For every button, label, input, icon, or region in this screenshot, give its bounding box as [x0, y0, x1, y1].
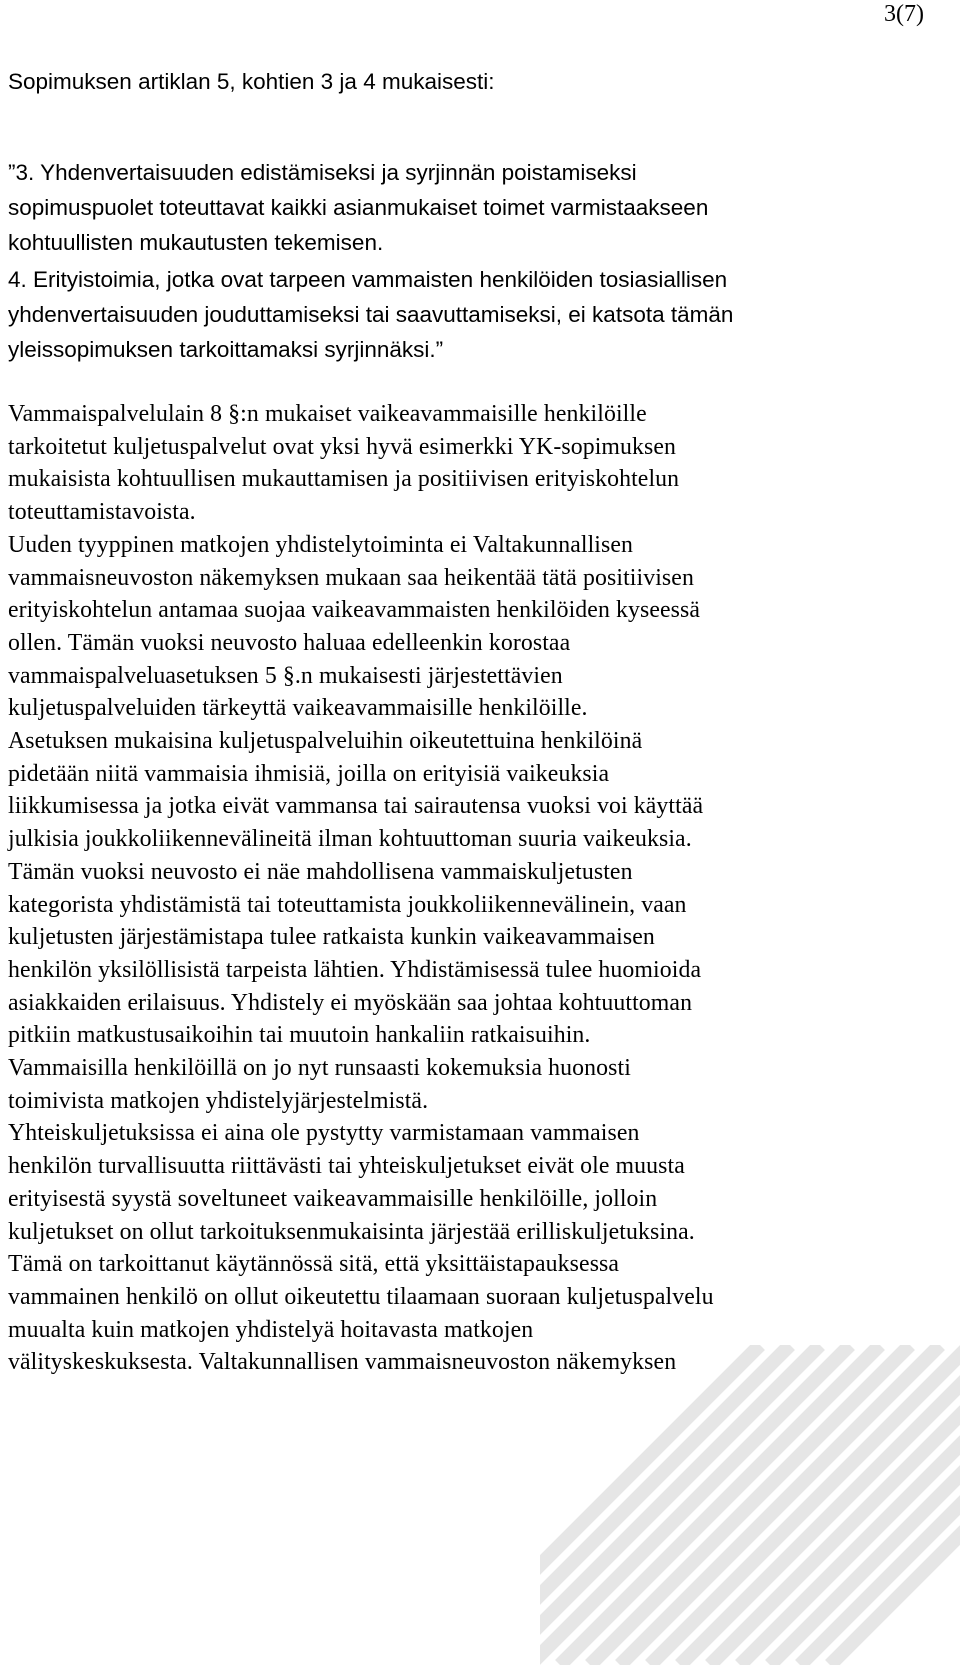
main-text-line: Vammaispalvelulain 8 §:n mukaiset vaikeavammaisille henkilöille — [8, 401, 647, 427]
main-text-line: vammaispalveluasetuksen 5 §.n mukaisesti järjestettävien — [8, 662, 563, 689]
main-text-line: julkisia joukkoliikennevälineitä ilman kohtuuttoman suuria vaikeuksia. — [8, 826, 692, 853]
main-text-line: kuljetusten järjestämistapa tulee ratkaista kunkin vaikeavammaisen — [8, 924, 655, 951]
main-text-line: henkilön yksilöllisistä tarpeista lähtien. Yhdistämisessä tulee huomioida — [8, 956, 702, 983]
main-text-line: kategorista yhdistämistä tai toteuttamista joukkoliikennevälinein, vaan — [8, 891, 687, 918]
main-text-line: pidetään niitä vammaisia ihmisiä, joilla on erityisiä vaikeuksia — [8, 760, 610, 787]
main-text — [8, 398, 908, 1379]
intro-line: Sopimuksen artiklan 5, kohtien 3 ja 4 mukaisesti: — [8, 69, 495, 94]
main-text-line: vammaisneuvoston näkemyksen mukaan saa heikentää tätä positiivisen — [8, 564, 694, 591]
main-text-line: henkilön turvallisuutta riittävästi tai yhteiskuljetukset eivät ole muusta — [8, 1153, 685, 1180]
main-text-line: Vammaisilla henkilöillä on jo nyt runsaasti kokemuksia huonosti — [8, 1055, 631, 1082]
main-text-line: muualta kuin matkojen yhdistelyä hoitavasta matkojen — [8, 1316, 534, 1343]
main-text-line: Tämän vuoksi neuvosto ei näe mahdollisena vammaiskuljetusten — [8, 858, 633, 885]
main-text-line: vammainen henkilö on ollut oikeutettu tilaamaan suoraan kuljetuspalvelu — [8, 1283, 714, 1310]
main-text-line: ollen. Tämän vuoksi neuvosto haluaa edelleenkin korostaa — [8, 629, 571, 656]
page-number: 3(7) — [884, 1, 924, 27]
main-text-line: kuljetuspalveluiden tärkeyttä vaikeavammaisille henkilöille. — [8, 695, 588, 722]
main-text-line: Tämä on tarkoittanut käytännössä sitä, että yksittäistapauksessa — [8, 1251, 620, 1278]
main-text-line: välityskeskuksesta. Valtakunnallisen vammaisneuvoston näkemyksen — [8, 1349, 677, 1376]
main-text-line: asiakkaiden erilaisuus. Yhdistely ei myöskään saa johtaa kohtuuttoman — [8, 989, 693, 1016]
quote-paragraph-3 — [8, 155, 908, 260]
quote-3-line: ”3. Yhdenvertaisuuden edistämiseksi ja syrjinnän poistamiseksi — [8, 160, 637, 185]
intro-paragraph — [8, 64, 908, 99]
main-text-line: liikkumisessa ja jotka eivät vammansa tai sairautensa vuoksi voi käyttää — [8, 793, 704, 820]
main-text-line: toimivista matkojen yhdistelyjärjestelmistä. — [8, 1087, 429, 1114]
main-text-line: erityisestä syystä soveltuneet vaikeavammaisille henkilöille, jolloin — [8, 1185, 658, 1212]
quote-paragraph-4 — [8, 262, 908, 367]
quote-4-line: 4. Erityistoimia, jotka ovat tarpeen vammaisten henkilöiden tosiasiallisen — [8, 267, 728, 292]
main-text-line: erityiskohtelun antamaa suojaa vaikeavammaisten henkilöiden kyseessä — [8, 597, 701, 624]
main-text-line: tarkoitetut kuljetuspalvelut ovat yksi hyvä esimerkki YK-sopimuksen — [8, 433, 677, 460]
main-text-line: toteuttamistavoista. — [8, 499, 196, 526]
main-text-line: Uuden tyyppinen matkojen yhdistelytoiminta ei Valtakunnallisen — [8, 531, 634, 558]
quote-4-line: yhdenvertaisuuden jouduttamiseksi tai saavuttamiseksi, ei katsota tämän — [8, 302, 734, 327]
main-text-line: pitkiin matkustusaikoihin tai muutoin hankaliin ratkaisuihin. — [8, 1022, 591, 1049]
diagonal-stripes-icon — [540, 1345, 960, 1665]
main-text-line: mukaisista kohtuullisen mukauttamisen ja positiivisen erityiskohtelun — [8, 466, 680, 493]
quote-3-line: sopimuspuolet toteuttavat kaikki asianmukaiset toimet varmistaakseen — [8, 195, 709, 220]
main-text-line: Yhteiskuljetuksissa ei aina ole pystytty varmistamaan vammaisen — [8, 1120, 640, 1147]
quote-4-line: yleissopimuksen tarkoittamaksi syrjinnäksi.” — [8, 337, 444, 362]
main-text-line: Asetuksen mukaisina kuljetuspalveluihin oikeutettuina henkilöinä — [8, 728, 643, 755]
main-text-line: kuljetukset on ollut tarkoituksenmukaisinta järjestää erilliskuljetuksina. — [8, 1218, 695, 1245]
quote-3-line: kohtuullisten mukautusten tekemisen. — [8, 230, 384, 255]
